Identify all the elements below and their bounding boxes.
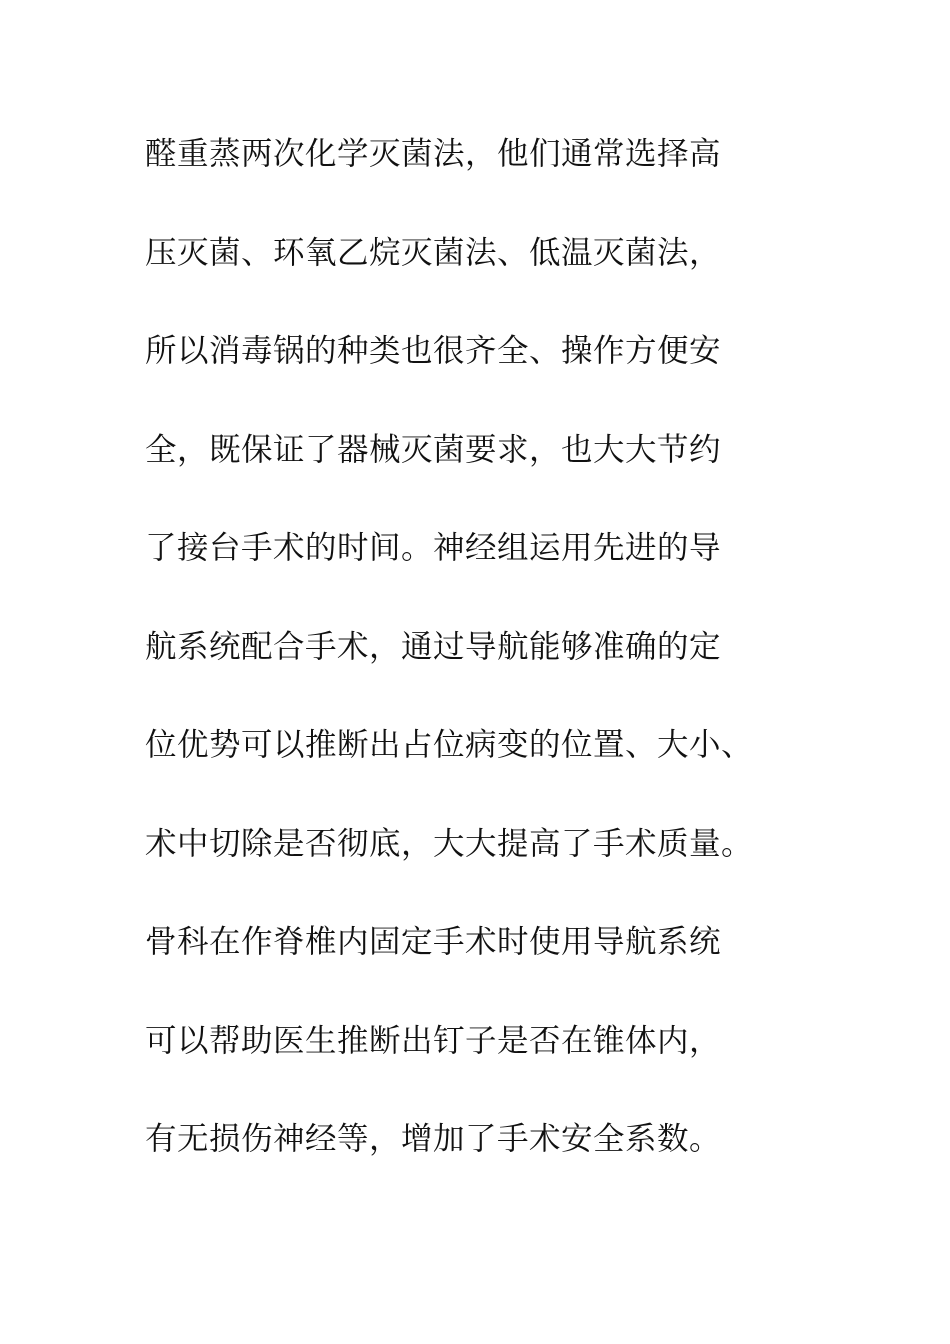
text-line-6: 航系统配合手术，通过导航能够准确的定 xyxy=(145,628,722,665)
text-line-1: 醛重蒸两次化学灭菌法，他们通常选择高 xyxy=(145,136,722,172)
text-line-5: 了接台手术的时间。神经组运用先进的导 xyxy=(145,530,722,566)
body-text xyxy=(145,126,845,1210)
text-line-11: 有无损伤神经等，增加了手术安全系数。 xyxy=(145,1121,722,1157)
text-line-8: 术中切除是否彻底，大大提高了手术质量。 xyxy=(145,825,754,862)
text-line-9: 骨科在作脊椎内固定手术时使用导航系统 xyxy=(145,924,722,960)
text-line-10: 可以帮助医生推断出钉子是否在锥体内， xyxy=(145,1022,722,1059)
text-line-3: 所以消毒锅的种类也很齐全、操作方便安 xyxy=(145,333,722,369)
text-line-4: 全，既保证了器械灭菌要求，也大大节约 xyxy=(145,431,722,468)
text-line-2: 压灭菌、环氧乙烷灭菌法、低温灭菌法， xyxy=(145,234,722,271)
text-line-7: 位优势可以推断出占位病变的位置、大小、 xyxy=(145,727,754,763)
